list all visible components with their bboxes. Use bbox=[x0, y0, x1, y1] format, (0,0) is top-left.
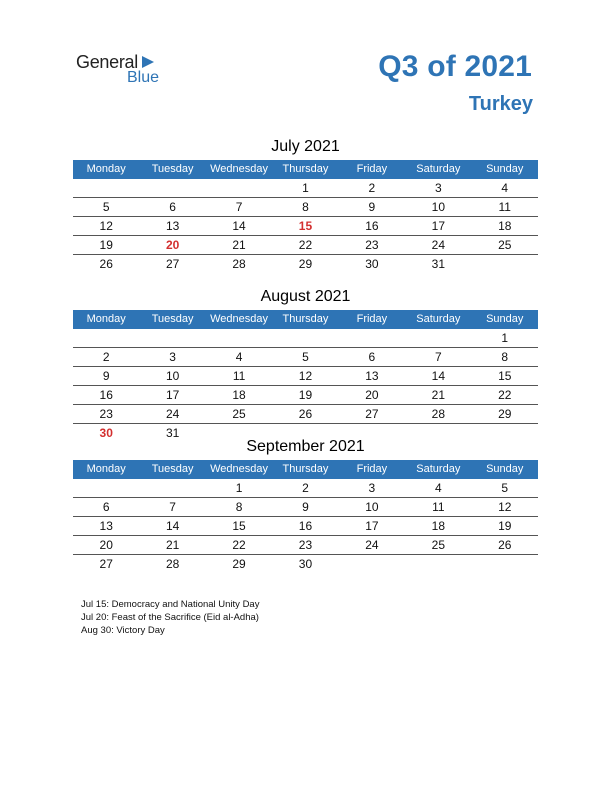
weekday-header-tuesday: Tuesday bbox=[151, 463, 194, 475]
empty-day-cell bbox=[139, 179, 205, 197]
week-row bbox=[73, 236, 538, 255]
day-cell: 26 bbox=[99, 257, 113, 271]
day-cell: 2 bbox=[368, 181, 376, 195]
day-cell: 21 bbox=[232, 238, 246, 252]
logo-text-blue: Blue bbox=[127, 69, 160, 86]
day-cell: 29 bbox=[298, 257, 313, 271]
day-cell: 14 bbox=[165, 519, 180, 533]
day-cell: 27 bbox=[365, 407, 379, 421]
weekday-header-saturday: Saturday bbox=[416, 463, 461, 475]
holiday-note: Jul 15: Democracy and National Unity Day bbox=[81, 599, 260, 610]
empty-day-cell bbox=[73, 479, 139, 497]
day-cell: 24 bbox=[365, 538, 379, 552]
weekday-header-tuesday: Tuesday bbox=[151, 163, 194, 175]
day-cell: 24 bbox=[431, 238, 445, 252]
holiday-notes bbox=[81, 598, 259, 637]
empty-day-cell bbox=[472, 555, 538, 573]
day-cell: 2 bbox=[302, 481, 309, 495]
week-row bbox=[73, 179, 538, 198]
day-cell: 25 bbox=[232, 407, 246, 421]
week-row bbox=[73, 386, 538, 405]
weekday-header-friday: Friday bbox=[356, 163, 388, 175]
day-cell: 12 bbox=[298, 369, 313, 383]
weekday-header-thursday: Thursday bbox=[282, 313, 329, 325]
weekday-header-thursday: Thursday bbox=[282, 163, 329, 175]
holiday-note: Aug 30: Victory Day bbox=[81, 625, 165, 636]
day-cell: 16 bbox=[298, 519, 313, 533]
weekday-header-sunday: Sunday bbox=[486, 463, 524, 475]
day-cell: 11 bbox=[232, 369, 246, 383]
week-row bbox=[73, 405, 538, 424]
day-cell: 26 bbox=[498, 538, 512, 552]
weekday-header-thursday: Thursday bbox=[282, 463, 329, 475]
day-cell: 17 bbox=[165, 388, 180, 402]
day-cell: 21 bbox=[165, 538, 180, 552]
weekday-header-saturday: Saturday bbox=[416, 163, 461, 175]
holiday-day-cell: 30 bbox=[99, 426, 113, 440]
day-cell: 19 bbox=[298, 388, 313, 402]
country-name: Turkey bbox=[468, 93, 533, 115]
page-title: Q3 of 2021 bbox=[378, 50, 532, 83]
weekday-header-friday: Friday bbox=[356, 463, 388, 475]
week-row bbox=[73, 479, 538, 498]
weekday-header-friday: Friday bbox=[356, 313, 388, 325]
week-row bbox=[73, 217, 538, 236]
logo-text-general: General bbox=[76, 52, 138, 72]
day-cell: 31 bbox=[431, 257, 445, 271]
day-cell: 22 bbox=[298, 238, 313, 252]
day-cell: 6 bbox=[102, 500, 110, 514]
day-cell: 15 bbox=[498, 369, 512, 383]
week-row bbox=[73, 255, 538, 273]
day-cell: 16 bbox=[99, 388, 113, 402]
week-row bbox=[73, 536, 538, 555]
week-row bbox=[73, 367, 538, 386]
day-cell: 1 bbox=[302, 181, 309, 195]
day-cell: 20 bbox=[365, 388, 379, 402]
day-cell: 20 bbox=[99, 538, 113, 552]
day-cell: 5 bbox=[302, 350, 309, 364]
empty-day-cell bbox=[206, 329, 272, 347]
day-cell: 18 bbox=[232, 388, 246, 402]
month-calendar-august bbox=[73, 287, 538, 442]
month-title: July 2021 bbox=[271, 138, 340, 155]
day-cell: 16 bbox=[365, 219, 379, 233]
month-title: August 2021 bbox=[260, 288, 351, 305]
day-cell: 28 bbox=[232, 257, 246, 271]
empty-day-cell bbox=[272, 329, 338, 347]
day-cell: 30 bbox=[298, 557, 313, 571]
day-cell: 22 bbox=[232, 538, 246, 552]
day-cell: 4 bbox=[235, 350, 243, 364]
empty-day-cell bbox=[139, 479, 205, 497]
week-row bbox=[73, 498, 538, 517]
day-cell: 7 bbox=[235, 200, 243, 214]
month-calendar-september bbox=[73, 437, 538, 573]
weekday-header-monday: Monday bbox=[86, 163, 126, 175]
day-cell: 23 bbox=[99, 407, 113, 421]
day-cell: 13 bbox=[365, 369, 379, 383]
weekday-header-wednesday: Wednesday bbox=[210, 163, 268, 175]
empty-day-cell bbox=[139, 329, 205, 347]
empty-day-cell bbox=[339, 329, 405, 347]
empty-day-cell bbox=[472, 255, 538, 273]
day-cell: 1 bbox=[501, 331, 509, 345]
brand-logo bbox=[76, 52, 176, 92]
empty-day-cell bbox=[405, 329, 471, 347]
day-cell: 7 bbox=[434, 350, 442, 364]
empty-day-cell bbox=[73, 179, 139, 197]
week-row bbox=[73, 555, 538, 573]
day-cell: 6 bbox=[368, 350, 376, 364]
day-cell: 3 bbox=[434, 181, 442, 195]
day-cell: 9 bbox=[102, 369, 110, 383]
day-cell: 17 bbox=[365, 519, 379, 533]
empty-day-cell bbox=[206, 179, 272, 197]
weekday-header-row bbox=[73, 160, 538, 179]
day-cell: 8 bbox=[501, 350, 509, 364]
holiday-day-cell: 15 bbox=[298, 219, 313, 233]
day-cell: 31 bbox=[165, 426, 180, 440]
day-cell: 3 bbox=[368, 481, 376, 495]
holiday-note: Jul 20: Feast of the Sacrifice (Eid al-Adha) bbox=[81, 612, 259, 623]
day-cell: 4 bbox=[501, 181, 509, 195]
logo-triangle-icon bbox=[142, 56, 154, 68]
empty-day-cell bbox=[339, 555, 405, 573]
empty-day-cell bbox=[73, 329, 139, 347]
day-cell: 19 bbox=[498, 519, 512, 533]
day-cell: 18 bbox=[431, 519, 445, 533]
day-cell: 29 bbox=[232, 557, 246, 571]
day-cell: 25 bbox=[431, 538, 445, 552]
day-cell: 13 bbox=[99, 519, 113, 533]
day-cell: 27 bbox=[165, 257, 180, 271]
week-row bbox=[73, 348, 538, 367]
day-cell: 10 bbox=[165, 369, 180, 383]
day-cell: 15 bbox=[232, 519, 246, 533]
day-cell: 27 bbox=[99, 557, 113, 571]
weekday-header-monday: Monday bbox=[86, 313, 126, 325]
day-cell: 28 bbox=[431, 407, 445, 421]
month-title: September 2021 bbox=[246, 438, 365, 455]
day-cell: 30 bbox=[365, 257, 379, 271]
day-cell: 5 bbox=[501, 481, 509, 495]
day-cell: 10 bbox=[431, 200, 445, 214]
day-cell: 26 bbox=[298, 407, 313, 421]
weekday-header-tuesday: Tuesday bbox=[151, 313, 194, 325]
day-cell: 11 bbox=[432, 500, 445, 514]
day-cell: 22 bbox=[498, 388, 512, 402]
weekday-header-sunday: Sunday bbox=[486, 313, 524, 325]
day-cell: 19 bbox=[99, 238, 113, 252]
day-cell: 13 bbox=[165, 219, 180, 233]
week-row bbox=[73, 198, 538, 217]
weekday-header-row bbox=[73, 460, 538, 479]
day-cell: 8 bbox=[302, 200, 309, 214]
week-row bbox=[73, 329, 538, 348]
day-cell: 7 bbox=[169, 500, 176, 514]
day-cell: 2 bbox=[102, 350, 110, 364]
weekday-header-monday: Monday bbox=[86, 463, 126, 475]
day-cell: 4 bbox=[434, 481, 442, 495]
day-cell: 14 bbox=[232, 219, 246, 233]
day-cell: 29 bbox=[498, 407, 512, 421]
day-cell: 1 bbox=[235, 481, 243, 495]
weekday-header-sunday: Sunday bbox=[486, 163, 524, 175]
day-cell: 5 bbox=[102, 200, 110, 214]
day-cell: 3 bbox=[169, 350, 176, 364]
day-cell: 28 bbox=[165, 557, 180, 571]
week-row bbox=[73, 517, 538, 536]
day-cell: 14 bbox=[431, 369, 445, 383]
weekday-header-wednesday: Wednesday bbox=[210, 463, 268, 475]
weekday-header-wednesday: Wednesday bbox=[210, 313, 268, 325]
day-cell: 6 bbox=[169, 200, 176, 214]
weekday-header-row bbox=[73, 310, 538, 329]
day-cell: 21 bbox=[431, 388, 445, 402]
day-cell: 11 bbox=[498, 200, 511, 214]
day-cell: 12 bbox=[99, 219, 113, 233]
weekday-header-saturday: Saturday bbox=[416, 313, 461, 325]
month-calendar-july bbox=[73, 137, 538, 273]
day-cell: 23 bbox=[298, 538, 313, 552]
day-cell: 18 bbox=[498, 219, 512, 233]
day-cell: 9 bbox=[368, 200, 376, 214]
day-cell: 8 bbox=[235, 500, 243, 514]
day-cell: 9 bbox=[302, 500, 309, 514]
holiday-day-cell: 20 bbox=[165, 238, 180, 252]
day-cell: 12 bbox=[498, 500, 512, 514]
day-cell: 23 bbox=[365, 238, 379, 252]
day-cell: 17 bbox=[431, 219, 445, 233]
day-cell: 10 bbox=[365, 500, 379, 514]
day-cell: 24 bbox=[165, 407, 180, 421]
empty-day-cell bbox=[405, 555, 471, 573]
day-cell: 25 bbox=[498, 238, 512, 252]
